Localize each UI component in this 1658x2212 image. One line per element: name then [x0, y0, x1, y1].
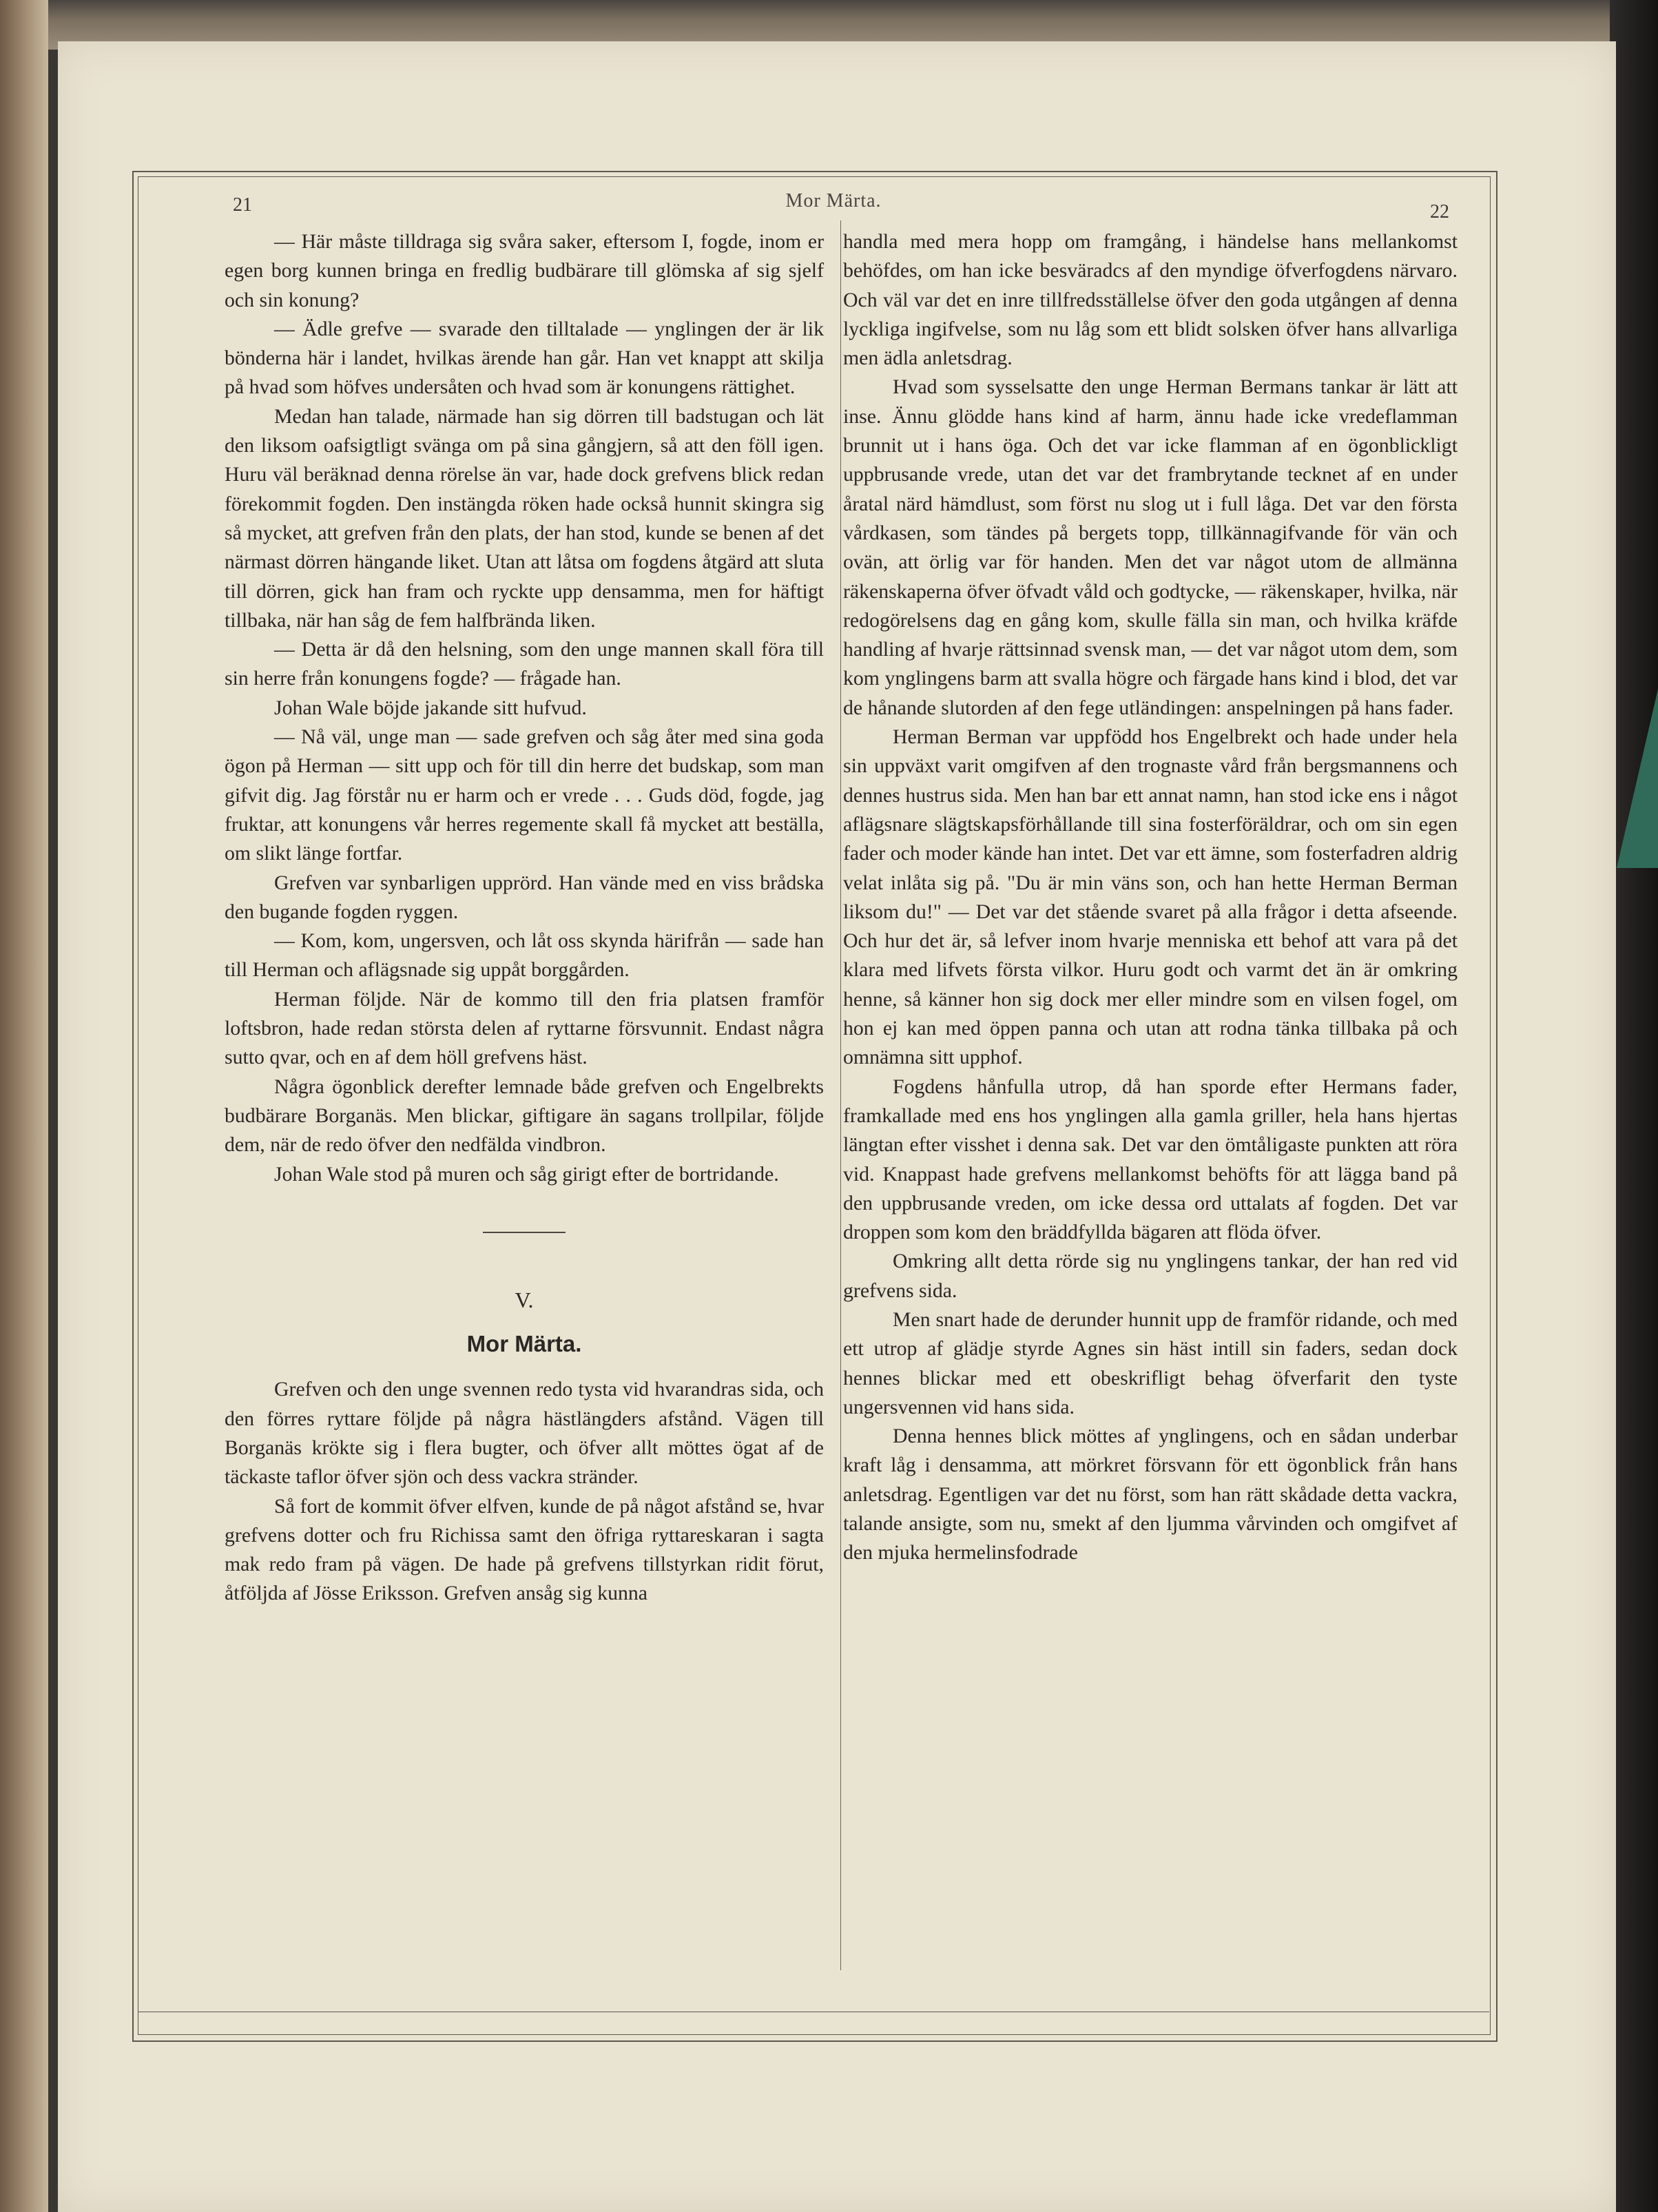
book-cover-right-edge: [1610, 0, 1658, 2212]
paragraph: handla med mera hopp om framgång, i händelse hans mellankomst behöfdes, om han icke besväradcs af den myndige öfverfogdens närvaro. Och väl var det en inre tillfredsställelse öfver den goda utgången af denna lyckliga ingifvelse, som nu låg som ett blidt solsken öfver hans allvarliga men ädla anletsdrag.: [843, 230, 1458, 370]
book-cover-left-edge: [0, 0, 48, 2212]
paragraph: Hvad som sysselsatte den unge Herman Bermans tankar är lätt att inse. Ännu glödde hans kind af harm, ännu hade icke vredeflamman brunnit ut i hans öga. Och det var icke flamman af en ögonblickligt uppbrusande vrede, utan det var det frambrytande tecknet af en under åratal närd hämdlust, som först nu slog ut i full låga. Det var den första vårdkasen, som tändes på bergets topp, tillkännagifvande för vän och ovän, att örlig var för handen. Men det var något utom de allmänna räkenskaperna öfver öfvadt våld och godtycke, — räkenskaper, hvilka, när redogörelsens dag en gång kom, skulle fälla sin man, och hvilka kräfde handling af hvarje rättsinnad svensk man, — det var något utom dem, som kom ynglingens barm att svalla högre och färgade hans kind i blod, det var de hånande slutorden af den fege utländingen: anspelningen på hans fader.: [843, 375, 1458, 719]
paragraph: Herman följde. När de kommo till den fria platsen framför loftsbron, hade redan största delen af ryttarne försvunnit. Endast några sutto qvar, och en af dem höll grefvens häst.: [225, 987, 824, 1069]
right-column: [843, 227, 1458, 1568]
section-separator-rule: [483, 1232, 566, 1233]
paragraph: — Detta är då den helsning, som den unge mannen skall föra till sin herre från konungens fogde? — frågade han.: [225, 638, 824, 690]
page-number-left: 21: [233, 194, 252, 216]
paragraph: Några ögonblick derefter lemnade både grefven och Engelbrekts budbärare Borganäs. Men blickar, giftigare än sagans trollpilar, följde dem, när de redo öfver den nedfälda vindbron.: [225, 1075, 824, 1157]
chapter-number: V.: [515, 1287, 534, 1312]
paragraph: — Ädle grefve — svarade den tilltalade — ynglingen der är lik bönderna här i landet, hvilkas ärende han går. Han vet knappt att skilja på hvad som höfves undersåten och hvad som är konungens rättighet.: [225, 317, 824, 399]
paragraph: — Nå väl, unge man — sade grefven och såg åter med sina goda ögon på Herman — sitt upp och för till din herre det budskap, som man gifvit dig. Jag förstår nu er harm och er vrede . . . Guds död, fogde, jag fruktar, att konungens vår herres regemente skall få mycket att beställa, om slikt länge fortfar.: [225, 725, 824, 865]
paragraph: — Kom, kom, ungersven, och låt oss skynda härifrån — sade han till Herman och aflägsnade sig uppåt borggården.: [225, 929, 824, 982]
paragraph: Johan Wale stod på muren och såg girigt efter de bortridande.: [274, 1162, 779, 1186]
paragraph: Så fort de kommit öfver elfven, kunde de på något afstånd se, hvar grefvens dotter och fru Richissa samt den öfriga ryttareskaran i sagta mak redo fram på vägen. De hade på grefvens tillstyrkan ridit förut, åtföljda af Jösse Eriksson. Grefven ansåg sig kunna: [225, 1494, 824, 1605]
paragraph: Omkring allt detta rörde sig nu ynglingens tankar, der han red vid grefvens sida.: [843, 1250, 1458, 1302]
paragraph: Grefven var synbarligen upprörd. Han vände med en viss brådska den bugande fogden ryggen.: [225, 871, 824, 923]
paragraph: Men snart hade de derunder hunnit upp de framför ridande, och med ett utrop af glädje styrde Agnes sin häst intill sin faders, sedan dock hennes blickar med ett obeskrifligt behag öfverfarit den tyste ungersvennen vid hans sida.: [843, 1307, 1458, 1418]
running-title: Mor Märta.: [785, 190, 882, 211]
paragraph: Johan Wale böjde jakande sitt hufvud.: [274, 696, 587, 719]
paragraph: Denna hennes blick möttes af ynglingens, och en sådan underbar kraft låg i densamma, att mörkret försvann för ett ögonblick från hans anletsdrag. Egentligen var det nu först, som han rätt skådade detta vackra, talande ansigte, som nu, smekt af den ljumma vårvinden och omgifvet af den mjuka hermelinsfodrade: [843, 1425, 1458, 1564]
column-divider: [840, 220, 841, 1970]
left-column: [225, 227, 824, 1609]
chapter-title: Mor Märta.: [466, 1331, 582, 1357]
paragraph: Herman Berman var uppfödd hos Engelbrekt och hade under hela sin uppväxt varit omgifven af den trognaste vård från bergsmannens och dennes hustrus sida. Men han bar ett annat namn, han stod icke ens i något aflägsnare slägtskapsförhållande till sina fosterföräldrar, och om sin egen fader och moder kände han intet. Det var ett ämne, som fosterfadren aldrig velat inlåta sig på. "Du är min väns son, och han hette Herman Berman liksom du!" — Det var det stående svaret på alla frågor i detta afseende. Och hur det är, så lefver inom hvarje menniska ett behof att vara på det klara med lifvets första vilkor. Huru godt och varmt det än är omkring henne, så känner hon sig dock mer eller mindre som en vilsen fogel, om hon ej kan med öppen panna och utan att rodna tänka tillbaka på och omnämna sitt upphof.: [843, 725, 1458, 1069]
page-number-right: 22: [1430, 201, 1449, 223]
paragraph: Grefven och den unge svennen redo tysta vid hvarandras sida, och den förres ryttare följde på några hästlängders afstånd. Vägen till Borganäs krökte sig i flera bugter, och öfver allt möttes ögat af de täckaste taflor öfver sjön och dess vackra stränder.: [225, 1378, 824, 1489]
paragraph: Medan han talade, närmade han sig dörren till badstugan och lät den liksom oafsigtligt svänga om på sina gångjern, så att den föll igen. Huru väl beräknad denna rörelse än var, hade dock grefvens blick redan förekommit fogden. Den instängda röken hade också hunnit skingra sig så mycket, att grefven från den plats, der han stod, kunde se benen af det närmast dörren hängande liket. Utan att låtsa om fogdens åtgärd att sluta till dörren, gick han fram och ryckte upp densamma, men for häftigt tillbaka, när han såg de fem halfbrända liken.: [225, 404, 824, 632]
paragraph: Fogdens hånfulla utrop, då han sporde efter Hermans fader, framkallade med ens hos ynglingen alla gamla griller, hela hans hjertas längtan efter visshet i denna sak. Det var den ömtåligaste punkten att röra vid. Knappast hade grefvens mellankomst behöfts för att lägga band på den uppbrusande vreden, om icke dessa ord uttalats af fogden. Det var droppen som kom den bräddfyllda bägaren att flöda öfver.: [843, 1075, 1458, 1244]
paragraph: — Här måste tilldraga sig svåra saker, eftersom I, fogde, inom er egen borg kunnen bringa en fredlig budbärare till glömska af sig sjelf och sin konung?: [225, 230, 824, 311]
